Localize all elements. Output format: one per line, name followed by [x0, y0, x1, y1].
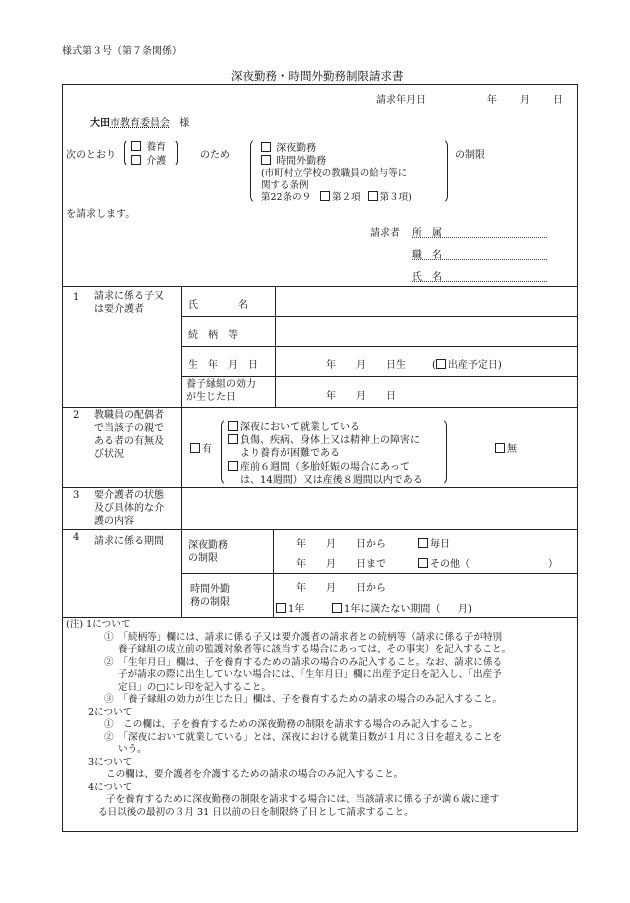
note-line: ③ 「養子縁組の効力が生じた日」欄は、子を養育するための請求の場合のみ記入すること。	[104, 694, 503, 705]
s2-yes[interactable]	[190, 440, 212, 455]
note-line: 養子縁組の成立前の監護対象者等に該当する場合にあっては、その事実）を記入すること。	[118, 644, 512, 655]
checkbox-icon	[228, 434, 238, 444]
note-line: ① 「続柄等」欄には、請求に係る子又は要介護者の請求者との続柄等（請求に係る子が特別	[104, 631, 503, 643]
note-line: いう。	[118, 744, 147, 755]
s2-no-label: 無	[507, 444, 517, 455]
law-article: 第22条の９	[261, 192, 312, 203]
tame-label: のため	[200, 150, 230, 161]
s2-label	[94, 409, 164, 461]
requester-label: 請求者	[370, 228, 400, 239]
less-year-label: 1年に満たない期間（	[344, 604, 441, 615]
s2-opt3-cont: は、14週間）又は産後８週間以内である	[240, 474, 423, 486]
checkbox-icon[interactable]	[368, 191, 378, 201]
checkbox-icon	[190, 443, 200, 453]
every-day-option[interactable]	[418, 535, 450, 550]
requester-dept-label: 所 属	[412, 228, 442, 239]
s2-label-line: び状況	[94, 449, 124, 460]
ot-label-line: 時間外勤	[190, 584, 230, 595]
night-from[interactable]: 年 月 日から	[296, 539, 386, 550]
note-heading: (注) 1について	[66, 619, 131, 630]
note-line: 子が請求の際に出生していない場合には、「生年月日」欄に出産予定日を記入し、「出産予	[118, 669, 502, 680]
s2-label-line: ある者の有無及	[94, 436, 164, 447]
name-line[interactable]	[412, 281, 547, 282]
note-line: 子を養育するために深夜勤務の制限を請求する場合には、当該請求に係る子が満６歳に達す	[106, 794, 500, 805]
checkbox-icon	[228, 461, 238, 471]
addressee-org: 市教育委員会	[110, 118, 170, 129]
note-line: ② 「生年月日」欄は、子を養育するための請求の場合のみ記入すること。なお、請求に係る	[104, 656, 503, 668]
position-line[interactable]	[412, 259, 547, 260]
s2-opt2-cont: より養育が困難である	[240, 448, 340, 460]
date-year: 年	[487, 95, 497, 106]
other-label: その他（	[430, 559, 470, 570]
adopt-value[interactable]: 年 月 日	[326, 391, 396, 402]
s3-label-line: 護の内容	[94, 516, 134, 527]
law-line1: (市町村立学校の教職員の給与等に	[261, 168, 408, 179]
date-day: 日	[553, 95, 563, 106]
opt-care[interactable]	[131, 152, 166, 167]
row-line	[181, 316, 577, 317]
ot-label-line: 務の制限	[190, 597, 230, 608]
table-top	[62, 286, 577, 287]
checkbox-icon	[131, 155, 141, 165]
row-line	[62, 529, 577, 530]
night-label-line: の制限	[188, 553, 218, 564]
checkbox-icon	[276, 603, 286, 613]
opt-child-label: 養育	[146, 142, 167, 153]
checkbox-icon	[131, 141, 141, 151]
s3-label	[94, 489, 164, 528]
relation-label: 続 柄 等	[188, 330, 238, 341]
requester-position-label: 職 名	[412, 250, 442, 261]
checkbox-icon[interactable]	[320, 191, 330, 201]
law-line2: 関する条例	[261, 180, 309, 191]
checkbox-icon	[418, 558, 428, 568]
date-month: 月	[520, 95, 530, 106]
s1-label-line: は要介護者	[94, 304, 144, 315]
s2-no[interactable]	[495, 440, 517, 455]
s2-options	[228, 421, 423, 487]
other-close: ）	[548, 559, 558, 570]
s3-label-line: 及び具体的な介	[94, 503, 164, 514]
s2-yes-label: 有	[202, 444, 212, 455]
s2-opt1-label: 深夜において就業している	[240, 422, 360, 433]
night-label	[188, 539, 228, 565]
s2-label-line: で当該子の親で	[94, 423, 164, 434]
s2-opt3[interactable]	[228, 461, 423, 474]
s1-label-line: 請求に係る子又	[94, 291, 164, 302]
note-line: ① この欄は、子を養育するための深夜勤務の制限を請求する場合のみ記入すること。	[104, 719, 479, 730]
every-day-label: 毎日	[430, 539, 450, 550]
dept-line[interactable]	[412, 237, 547, 238]
checkbox-icon	[332, 603, 342, 613]
adopt-label-line: 養子縁組の効力	[186, 379, 256, 390]
law-item2: 第２項	[332, 192, 361, 203]
note-line: ② 「深夜において就業している」とは、深夜における就業日数が１月に３日を超えることを	[104, 731, 503, 743]
s3-num: 3	[73, 490, 80, 501]
s1-num: 1	[73, 292, 80, 303]
ot-from[interactable]: 年 月 日から	[296, 583, 386, 594]
note-line: 定日」の□にレ印を記入すること。	[118, 681, 271, 693]
form-title: 深夜勤務・時間外勤務制限請求書	[231, 69, 404, 83]
s2-opt3-label: 産前６週間（多胎妊娠の場合にあって	[240, 461, 410, 473]
ot-label	[190, 583, 230, 609]
month-close: 月)	[458, 604, 472, 615]
birth-label: 生 年 月 日	[188, 360, 258, 371]
less-year-option[interactable]	[332, 600, 440, 615]
night-label-line: 深夜勤務	[188, 540, 228, 551]
date-label: 請求年月日	[376, 95, 426, 106]
notes	[66, 619, 511, 819]
checkbox-icon	[418, 538, 428, 548]
addressee-city: 大田	[90, 118, 110, 129]
note-heading: 4について	[88, 781, 133, 793]
due-date-option[interactable]: ( 出産予定日)	[432, 360, 502, 371]
one-year-option[interactable]	[276, 600, 304, 615]
checkbox-icon	[261, 155, 271, 165]
checkbox-icon	[495, 443, 505, 453]
col-divider	[181, 286, 182, 617]
row-line	[181, 573, 577, 574]
row-line	[181, 346, 577, 347]
birth-value[interactable]: 年 月 日生	[326, 360, 406, 371]
s4-label: 請求に係る期間	[94, 536, 164, 547]
name-label: 氏 名	[188, 300, 248, 311]
checkbox-icon	[261, 142, 271, 152]
s2-label-line: 教職員の配偶者	[94, 410, 164, 421]
request-closing: を請求します。	[66, 209, 136, 220]
checkbox-icon	[436, 359, 446, 369]
adopt-label	[186, 378, 256, 404]
opt-care-label: 介護	[146, 156, 167, 167]
note-line: る日以後の最初の３月 31 日以前の日を制限終了日として請求すること。	[98, 806, 414, 818]
note-heading: 2について	[88, 706, 133, 718]
row-line	[62, 617, 577, 618]
opt-overtime-label: 時間外勤務	[276, 156, 327, 167]
s3-label-line: 要介護者の状態	[94, 490, 164, 501]
note-line: この欄は、要介護者を介護するための請求の場合のみ記入すること。	[106, 769, 404, 780]
opt-child[interactable]	[131, 138, 166, 153]
seigen-label: の制限	[455, 150, 485, 161]
s4-num: 4	[73, 532, 80, 543]
opt-night-label: 深夜勤務	[276, 143, 317, 154]
due-date-label: 出産予定日)	[447, 360, 502, 371]
s2-opt2-label: 負傷、疾病、身体上又は精神上の障害に	[240, 435, 420, 447]
requester-name-label: 氏 名	[412, 272, 442, 283]
request-prefix: 次のとおり	[66, 150, 116, 161]
addressee	[90, 114, 189, 129]
addressee-honorific: 様	[179, 118, 190, 129]
row-line	[181, 376, 577, 377]
s2-num: 2	[73, 410, 80, 421]
law-item3: 第３項)	[379, 192, 412, 203]
row-line	[62, 407, 577, 408]
night-until[interactable]: 年 月 日まで	[296, 559, 386, 570]
s2-opt2[interactable]	[228, 434, 423, 447]
one-year-label: 1年	[288, 604, 305, 615]
checkbox-icon	[228, 421, 238, 431]
form-id: 様式第３号（第７条関係）	[62, 46, 182, 57]
s2-opt1[interactable]	[228, 421, 423, 434]
note-heading: 3について	[88, 756, 133, 768]
row-line	[62, 487, 577, 488]
adopt-label-line: が生じた日	[186, 392, 236, 403]
s1-label	[94, 290, 164, 316]
law-line3	[261, 189, 412, 203]
other-option[interactable]	[418, 555, 470, 570]
